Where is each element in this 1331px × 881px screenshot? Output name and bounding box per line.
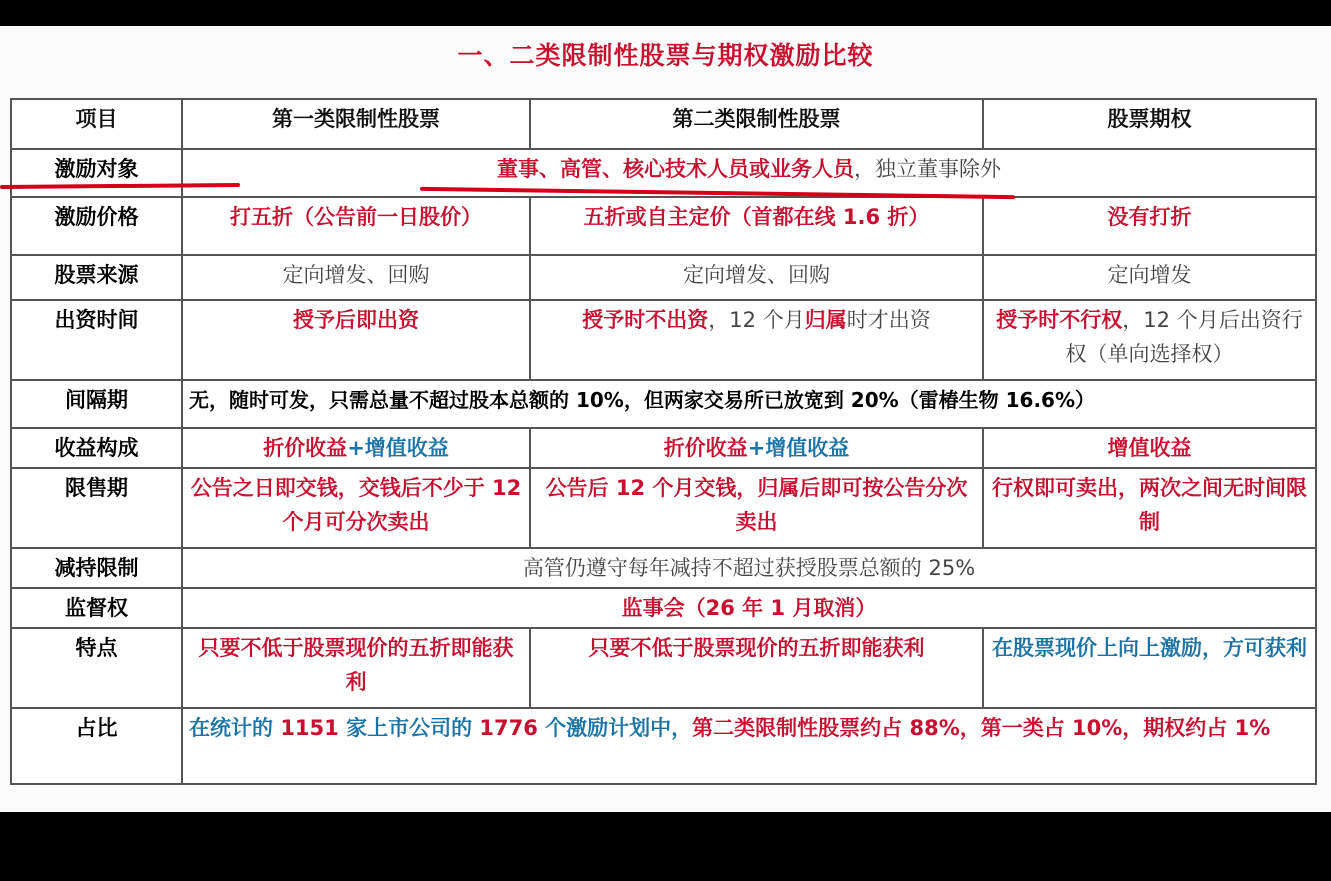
lockup-option: 行权即可卖出，两次之间无时间限制 xyxy=(983,468,1316,548)
funding-type1: 授予后即出资 xyxy=(182,300,530,380)
row-label: 减持限制 xyxy=(11,548,182,588)
feature-option: 在股票现价上向上激励，方可获利 xyxy=(983,628,1316,708)
header-option: 股票期权 xyxy=(983,99,1316,149)
row-label: 激励价格 xyxy=(11,197,182,255)
header-item: 项目 xyxy=(11,99,182,149)
bottom-black-bar xyxy=(0,812,1331,881)
table-row xyxy=(11,628,1316,708)
share-cell: 在统计的 1151 家上市公司的 1776 个激励计划中，第二类限制性股票约占 88%，第一类占 10%，期权约占 1% xyxy=(182,708,1316,784)
table-row xyxy=(11,428,1316,468)
funding-type2: 授予时不出资，12 个月归属时才出资 xyxy=(530,300,983,380)
source-type2: 定向增发、回购 xyxy=(530,255,983,300)
target-cell: 董事、高管、核心技术人员或业务人员，独立董事除外 xyxy=(182,149,1316,197)
row-label: 股票来源 xyxy=(11,255,182,300)
table-row xyxy=(11,197,1316,255)
price-type1: 打五折（公告前一日股价） xyxy=(182,197,530,255)
comparison-table xyxy=(10,98,1317,785)
income-option: 增值收益 xyxy=(983,428,1316,468)
document-page xyxy=(0,26,1331,812)
table-row xyxy=(11,468,1316,548)
header-type1: 第一类限制性股票 xyxy=(182,99,530,149)
reduce-cell: 高管仍遵守每年减持不超过获授股票总额的 25% xyxy=(182,548,1316,588)
top-black-bar xyxy=(0,0,1331,26)
table-row xyxy=(11,548,1316,588)
table-row xyxy=(11,300,1316,380)
feature-type1: 只要不低于股票现价的五折即能获利 xyxy=(182,628,530,708)
feature-type2: 只要不低于股票现价的五折即能获利 xyxy=(530,628,983,708)
supervise-cell: 监事会（26 年 1 月取消） xyxy=(182,588,1316,628)
interval-cell: 无，随时可发，只需总量不超过股本总额的 10%，但两家交易所已放宽到 20%（雷椿生物 16.6%） xyxy=(182,380,1316,428)
page-title: 一、二类限制性股票与期权激励比较 xyxy=(457,41,874,70)
source-type1: 定向增发、回购 xyxy=(182,255,530,300)
lockup-type2: 公告后 12 个月交钱，归属后即可按公告分次卖出 xyxy=(530,468,983,548)
row-label: 间隔期 xyxy=(11,380,182,428)
funding-option: 授予时不行权，12 个月后出资行权（单向选择权） xyxy=(983,300,1316,380)
table-header-row xyxy=(11,99,1316,149)
row-label: 限售期 xyxy=(11,468,182,548)
price-type2: 五折或自主定价（首都在线 1.6 折） xyxy=(530,197,983,255)
lockup-type1: 公告之日即交钱，交钱后不少于 12 个月可分次卖出 xyxy=(182,468,530,548)
income-type2: 折价收益+增值收益 xyxy=(530,428,983,468)
table-row xyxy=(11,255,1316,300)
row-label: 激励对象 xyxy=(11,149,182,197)
source-option: 定向增发 xyxy=(983,255,1316,300)
table-row xyxy=(11,708,1316,784)
row-label: 占比 xyxy=(11,708,182,784)
row-label: 特点 xyxy=(11,628,182,708)
row-label: 监督权 xyxy=(11,588,182,628)
row-label: 收益构成 xyxy=(11,428,182,468)
header-type2: 第二类限制性股票 xyxy=(530,99,983,149)
income-type1: 折价收益+增值收益 xyxy=(182,428,530,468)
row-label: 出资时间 xyxy=(11,300,182,380)
table-row xyxy=(11,380,1316,428)
table-row xyxy=(11,588,1316,628)
price-option: 没有打折 xyxy=(983,197,1316,255)
